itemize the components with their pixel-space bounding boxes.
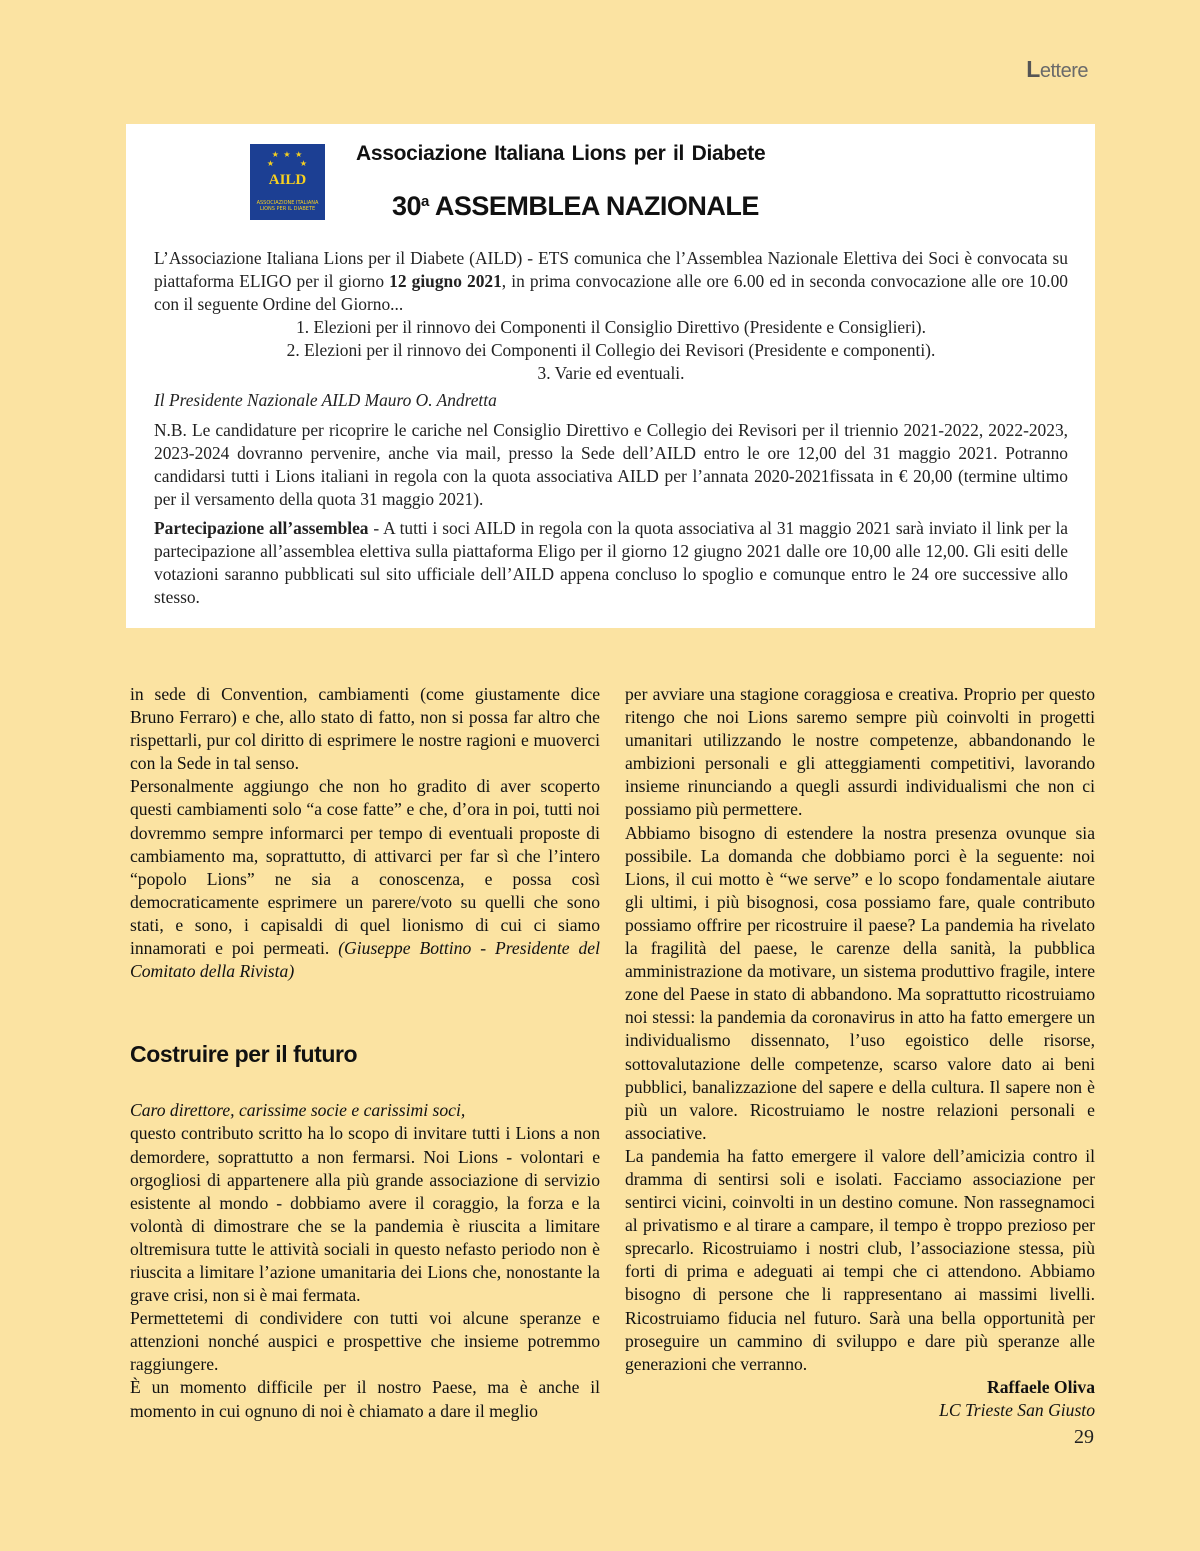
author-name: Raffaele Oliva [987,1376,1095,1397]
agenda-list [154,316,1068,385]
assembly-title [392,191,759,222]
letter2-greeting: Caro direttore, carissime socie e carissimi soci, [130,1100,466,1121]
agenda-item: 2. Elezioni per il rinnovo dei Componenti il Collegio dei Revisori (Presidente e componenti). [286,340,936,360]
logo-acronym: AILD [268,172,307,188]
letter2-paragraph: questo contributo scritto ha lo scopo di invitare tutti i Lions a non demordere, soprattutto a non fermarsi. Noi Lions - volontari e orgogliosi di appartenere alla più grande associazione di servizio esistente al mondo - dobbiamo avere il coraggio, la forza e la volontà di dimostrare che se la pandemia è riuscita a limitare oltremisura tutte le attività sociali in questo nefasto periodo non è riuscita a limitare l’azione umanitaria dei Lions che, nonostante la grave crisi, non si è mai fermata. [130,1123,600,1306]
agenda-item: 1. Elezioni per il rinnovo dei Componenti il Consiglio Direttivo (Presidente e Consiglieri). [296,317,926,337]
assembly-ordinal: a [421,193,429,210]
article-column-right [625,683,1095,1422]
author-club: LC Trieste San Giusto [939,1399,1095,1420]
section-tag-initial: L [1026,56,1040,82]
letter2-paragraph: per avviare una stagione coraggiosa e creativa. Proprio per questo ritengo che noi Lions saremo sempre più coinvolti in progetti umanitari utilizzando le nostre competenze, abbandonando le ambizioni personali e gli atteggiamenti competitivi, lavorando insieme rinunciando a quegli assurdi individualismi che non ci possiamo più permettere. [625,684,1095,820]
letter1-signature: (Giuseppe Bottino - Presidente del Comitato della Rivista) [130,938,600,982]
section-tag-rest: ettere [1039,60,1088,82]
notice-intro: L’Associazione Italiana Lions per il Diabete (AILD) - ETS comunica che l’Assemblea Nazionale Elettiva dei Soci è convocata su piattaforma ELIGO per il giorno 12 giugno 2021, in prima convocazione alle ore 6.00 ed in seconda convocazione alle ore 10.00 con il seguente Ordine del Giorno... [154,248,1068,314]
letter1-paragraph: Personalmente aggiungo che non ho gradito di aver scoperto questi cambiamenti solo “a cose fatte” e che, d’ora in poi, tutti noi dovremmo sempre informarci per tempo di eventuali proposte di cambiamento ma, soprattutto, di attivarci per far sì che l’intero “popolo Lions” ne sia a conoscenza, e possa così democraticamente esprimere un parere/voto su quelli che sono stati, e sono, i capisaldi di quel lionismo di cui ci siamo innamorati e poi permeati. (Giuseppe Bottino - Presidente del Comitato della Rivista) [130,776,600,982]
participation-label: Partecipazione all’assemblea [154,518,369,538]
agenda-item: 3. Varie ed eventuali. [537,363,685,383]
article-heading: Costruire per il futuro [130,1041,358,1068]
page-number: 29 [1074,1426,1094,1448]
participation-note: Partecipazione all’assemblea - A tutti i soci AILD in regola con la quota associativa al 31 maggio 2021 sarà inviato il link per la partecipazione all’assemblea elettiva sulla piattaforma Eligo per il giorno 12 giugno 2021 dalle ore 10,00 alle 12,00. Gli esiti delle votazioni saranno pubblicati sul sito ufficiale dell’AILD appena concluso lo spoglio e comunque entro le 24 ore successive allo stesso. [154,518,1069,607]
letter2-paragraph: Abbiamo bisogno di estendere la nostra presenza ovunque sia possibile. La domanda che dobbiamo porci è la seguente: noi Lions, il cui motto è “we serve” e lo scopo fondamentale aiutare gli ultimi, i più bisognosi, cosa possiamo fare, quale contributo possiamo offrire per ricostruire il paese? La pandemia ha rivelato la fragilità del paese, le carenze della sanità, la pubblica amministrazione da motivare, un sistema produttivo fragile, intere zone del Paese in stato di abbandono. Ma soprattutto ricostruiamo noi stessi: la pandemia da coronavirus in atto ha fatto emergere un individualismo dissennato, l’uso egoistico delle risorse, sottovalutazione delle competenze, scarso valore dato ai beni pubblici, banalizzazione del sapere e della cultura. Il sapere non è più un valore. Ricostruiamo le nostre relazioni personali e associative. [625,822,1095,1143]
letter2-paragraph: La pandemia ha fatto emergere il valore dell’amicizia contro il dramma di sentirsi soli e isolati. Facciamo associazione per sentirci vicini, coinvolti in un destino comune. Non rassegnamoci al privatismo e al tirare a campare, il tempo è troppo prezioso per sprecarlo. Ricostruiamo i nostri club, l’associazione stessa, più forti di prima e adeguati ai tempi che ci attendono. Abbiamo bisogno di persone che li rappresentano ai massimi livelli. Ricostruiamo fiducia nel futuro. Sarà una bella opportunità per proseguire un cammino di sviluppo e dare più speranze alle generazioni che verranno. [625,1145,1095,1374]
notice-body [154,247,1068,609]
president-signature: Il Presidente Nazionale AILD Mauro O. Andretta [154,390,497,410]
article-column-left [130,683,600,1423]
assembly-notice-box [126,124,1095,628]
assembly-title-text: ASSEMBLEA NAZIONALE [428,191,759,221]
letter2-paragraph: È un momento difficile per il nostro Paese, ma è anche il momento in cui ognuno di noi è chiamato a dare il meglio [130,1377,600,1421]
assembly-date: 12 giugno 2021 [389,271,502,291]
organization-title: Associazione Italiana Lions per il Diabete [356,142,766,165]
assembly-number: 30 [392,191,422,221]
section-tag [1026,56,1088,83]
letter1-paragraph: in sede di Convention, cambiamenti (come giustamente dice Bruno Ferraro) e che, allo stato di fatto, non si possa far altro che rispettarli, pur col diritto di esprimere le nostre ragioni e muoverci con la Sede in tal senso. [130,684,600,774]
nb-note: N.B. Le candidature per ricoprire le cariche nel Consiglio Direttivo e Collegio dei Revisori per il triennio 2021-2022, 2022-2023, 2023-2024 dovranno pervenire, anche via mail, presso la Sede dell’AILD entro le ore 12,00 del 31 maggio 2021. Potranno candidarsi tutti i Lions italiani in regola con la quota associativa AILD per l’annata 2020-2021fissata in € 20,00 (termine ultimo per il versamento della quota 31 maggio 2021). [154,420,1068,509]
logo-caption: ASSOCIAZIONE ITALIANA LIONS PER IL DIABETE [256,200,319,212]
letter2-paragraph: Permettetemi di condividere con tutti voi alcune speranze e attenzioni nonché auspici e prospettive che insieme potremmo raggiungere. [130,1308,600,1375]
aild-logo-icon: ★ ★ ★ ★ ★ AILD ASSOCIAZIONE ITALIANA LIONS PER IL DIABETE [250,144,325,220]
